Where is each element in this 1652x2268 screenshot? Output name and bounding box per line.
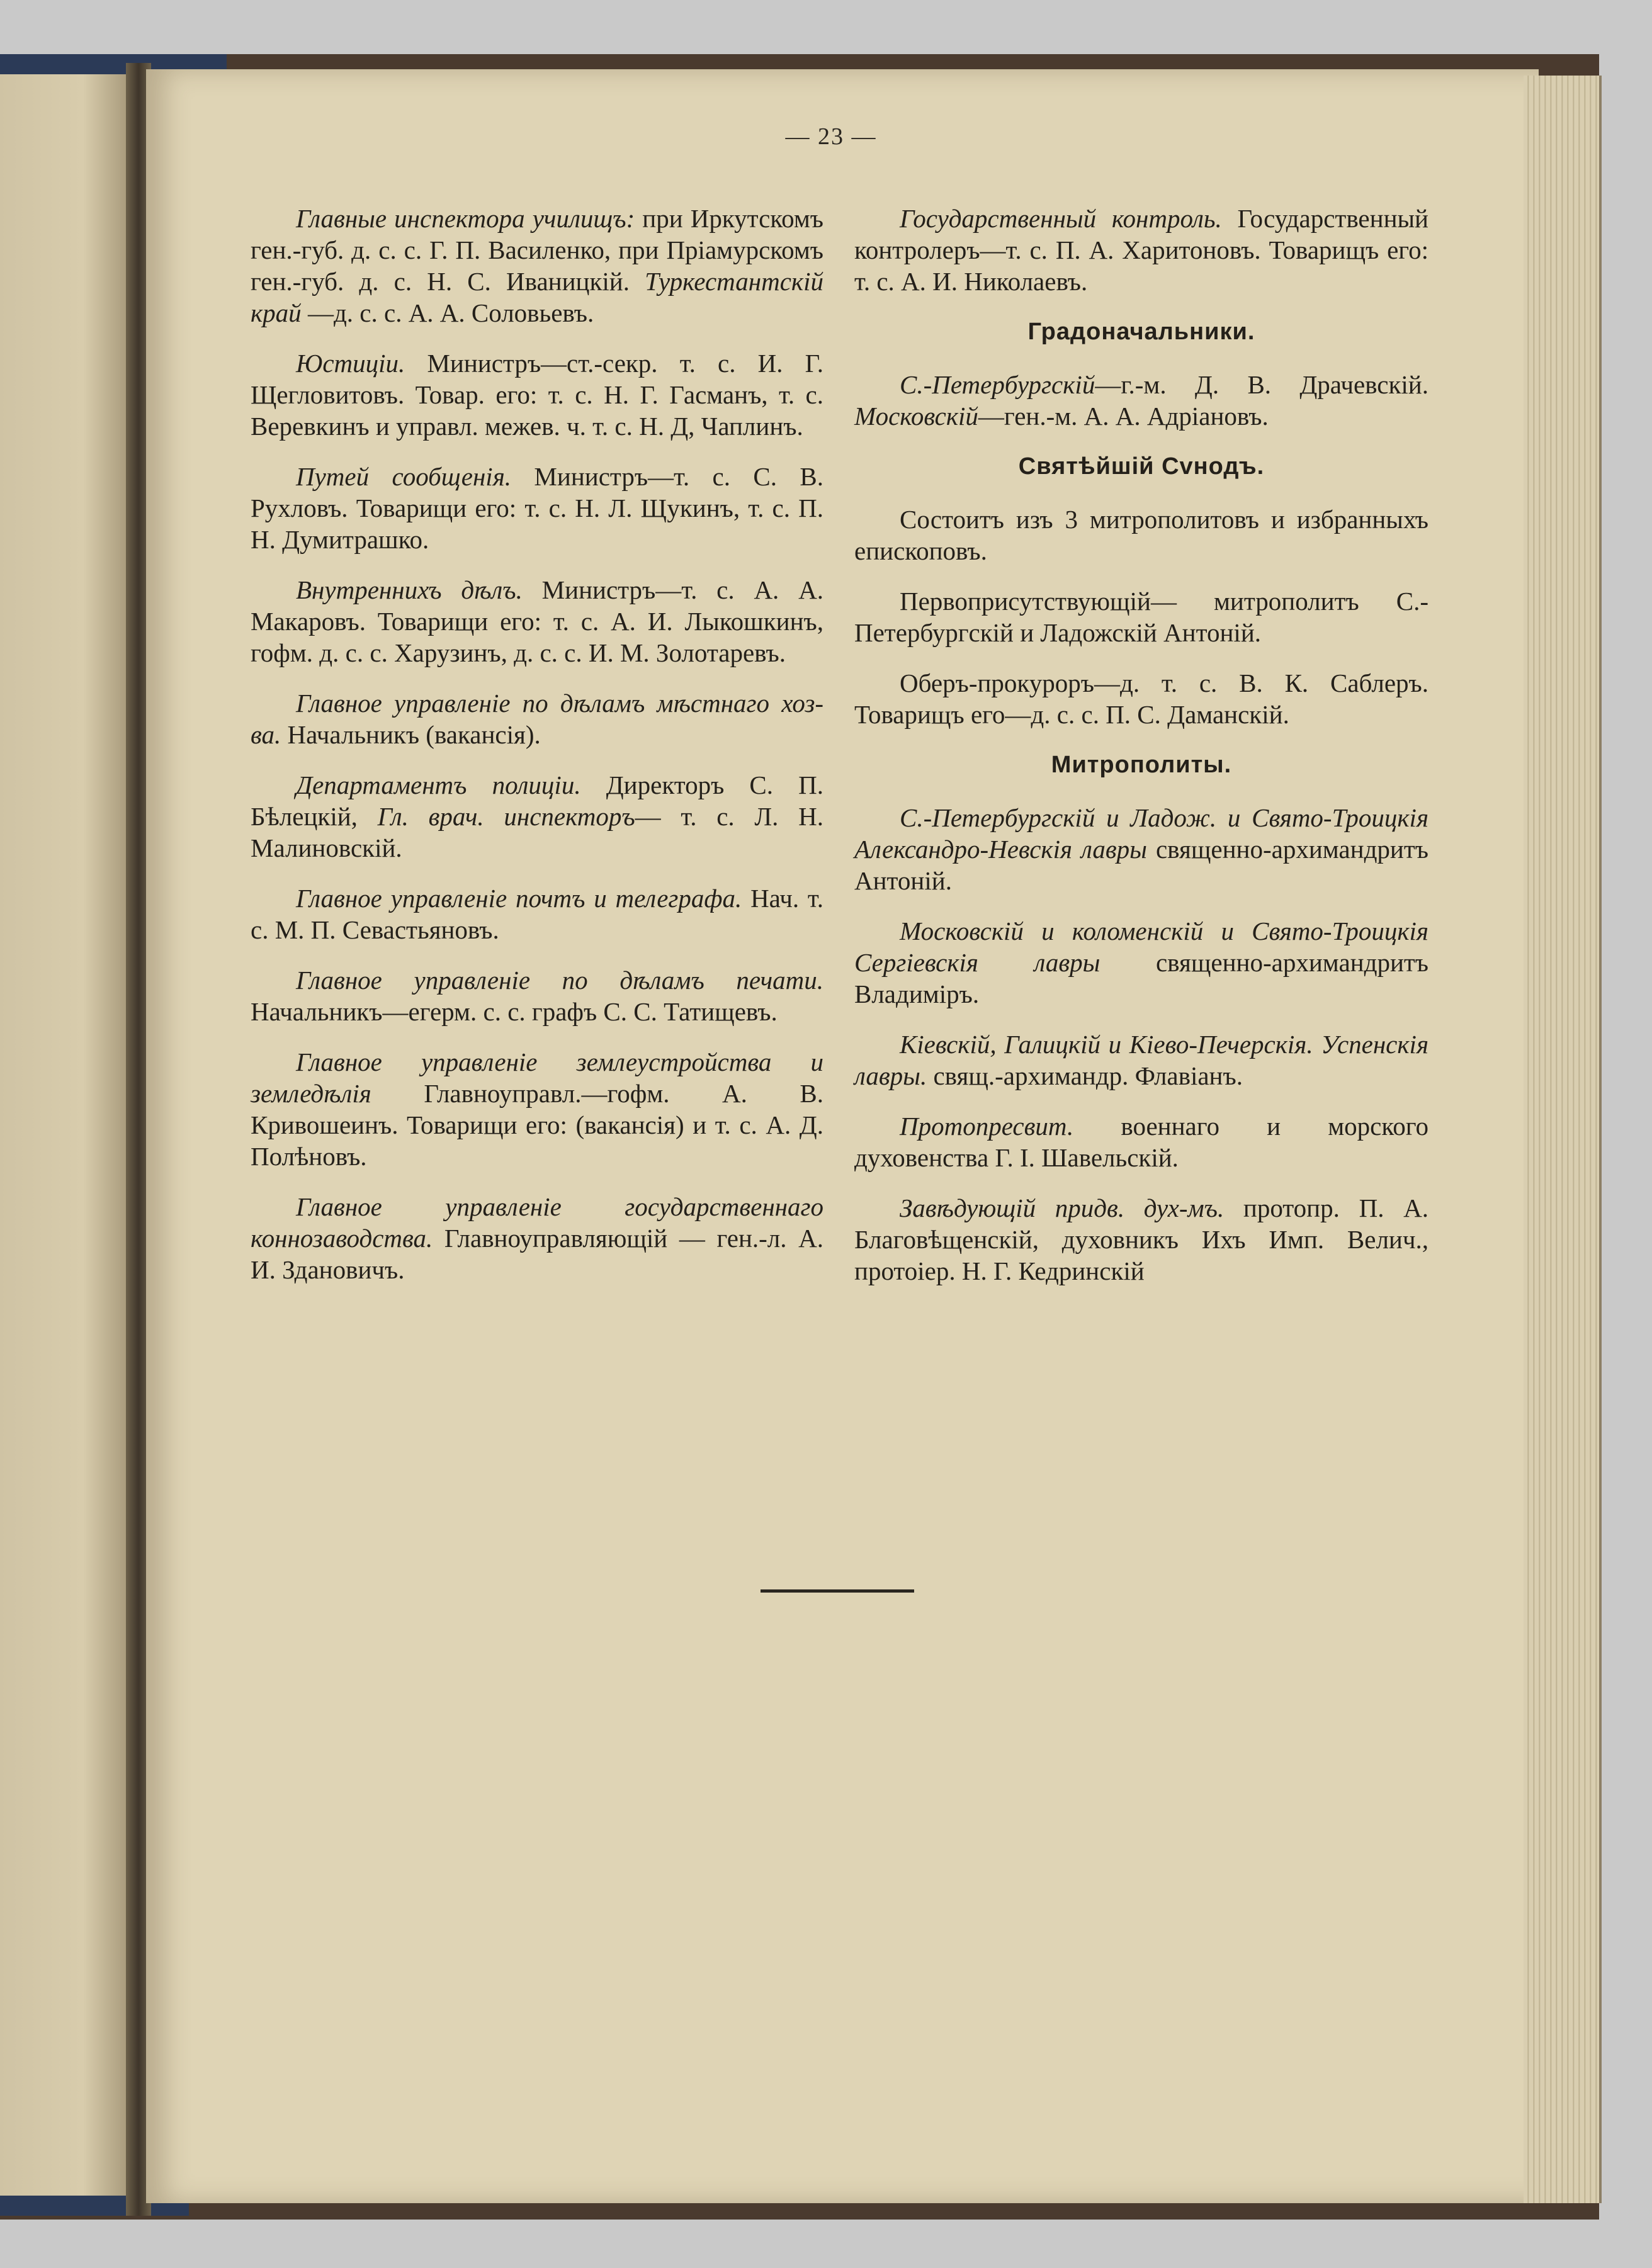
page-number: — 23 —	[785, 123, 877, 150]
section-heading: Святѣйшій Сvнодъ.	[1018, 453, 1265, 480]
entry-paragraph: Внутреннихъ дѣлъ. Министръ—т. с. А. А. Макаровъ. Товарищи его: т. с. А. И. Лыкошкинъ, гофм. д. с. с. Харузинъ, д. с. с. И. М. Золотаревъ.	[251, 575, 823, 667]
entry-paragraph: Главное управленіе почтъ и телеграфа. Нач. т. с. М. П. Севастьяновъ.	[251, 884, 823, 944]
entry-paragraph: Главное управленіе землеустройства и земледѣлія Главноуправл.—гофм. А. В. Кривошеинъ. Товарищи его: (вакансія) и т. с. А. Д. Полѣновъ.	[251, 1047, 823, 1171]
section-heading: Митрополиты.	[1051, 752, 1232, 778]
right-column	[854, 203, 1429, 1306]
left-page-edge	[0, 74, 139, 2196]
entry-paragraph: С.-Петербургскій и Ладож. и Свято-Троицкія Александро-Невскія лавры священно-архимандритъ Антоній.	[854, 803, 1429, 895]
left-column	[251, 203, 823, 1304]
entry-paragraph: Состоитъ изъ 3 митрополитовъ и избранныхъ епископовъ.	[854, 505, 1429, 565]
entry-paragraph: С.-Петербургскій—г.-м. Д. В. Драчевскій. Московскій—ген.-м. А. А. Адріановъ.	[854, 370, 1429, 431]
entry-paragraph: Первоприсутствующій— митрополитъ С.-Петербургскій и Ладожскій Антоній.	[854, 587, 1429, 647]
entry-paragraph: Главные инспектора училищъ: при Иркутскомъ ген.-губ. д. с. с. Г. П. Василенко, при Пріамурскомъ ген.-губ. д. с. Н. С. Иваницкій. Туркестантскій край —д. с. с. А. А. Соловьевъ.	[251, 204, 823, 327]
page-stack-edges	[1524, 76, 1602, 2203]
section-heading: Градоначальники.	[1027, 319, 1255, 345]
entry-paragraph: Главное управленіе государственнаго коннозаводства. Главноуправляющій — ген.-л. А. И. Здановичъ.	[251, 1192, 823, 1284]
entry-paragraph: Путей сообщенія. Министръ—т. с. С. В. Рухловъ. Товарищи его: т. с. Н. Л. Щукинъ, т. с. П. Н. Думитрашко.	[251, 462, 823, 554]
entry-paragraph: Завѣдующій придв. дух-мъ. протопр. П. А. Благовѣщенскій, духовникъ Ихъ Имп. Велич., протоіер. Н. Г. Кедринскій	[854, 1193, 1429, 1285]
entry-paragraph: Департаментъ полиціи. Директоръ С. П. Бѣлецкій, Гл. врач. инспекторъ— т. с. Л. Н. Малиновскій.	[251, 770, 823, 862]
entry-paragraph: Оберъ-прокуроръ—д. т. с. В. К. Саблеръ. Товарищъ его—д. с. с. П. С. Даманскій.	[854, 669, 1429, 729]
entry-paragraph: Протопресвит. военнаго и морского духовенства Г. І. Шавельскій.	[854, 1112, 1429, 1172]
entry-paragraph: Главное управленіе по дѣламъ мѣстнаго хоз-ва. Начальникъ (вакансія).	[251, 689, 823, 749]
entry-paragraph: Главное управленіе по дѣламъ печати. Начальникъ—егерм. с. с. графъ С. С. Татищевъ.	[251, 966, 823, 1026]
entry-paragraph: Московскій и коломенскій и Свято-Троицкія Сергіевскія лавры священно-архимандритъ Владиміръ.	[854, 917, 1429, 1008]
entry-paragraph: Юстиціи. Министръ—ст.-секр. т. с. И. Г. Щегловитовъ. Товар. его: т. с. Н. Г. Гасманъ, т. с. Веревкинъ и управл. межев. ч. т. с. Н. Д, Чаплинъ.	[251, 349, 823, 441]
section-end-rule	[761, 1589, 914, 1593]
entry-paragraph: Государственный контроль. Государственный контролеръ—т. с. П. А. Харитоновъ. Товарищъ его: т. с. А. И. Николаевъ.	[854, 204, 1429, 296]
entry-paragraph: Кіевскій, Галицкій и Кіево-Печерскія. Успенскія лавры. свящ.-архимандр. Флавіанъ.	[854, 1030, 1429, 1090]
